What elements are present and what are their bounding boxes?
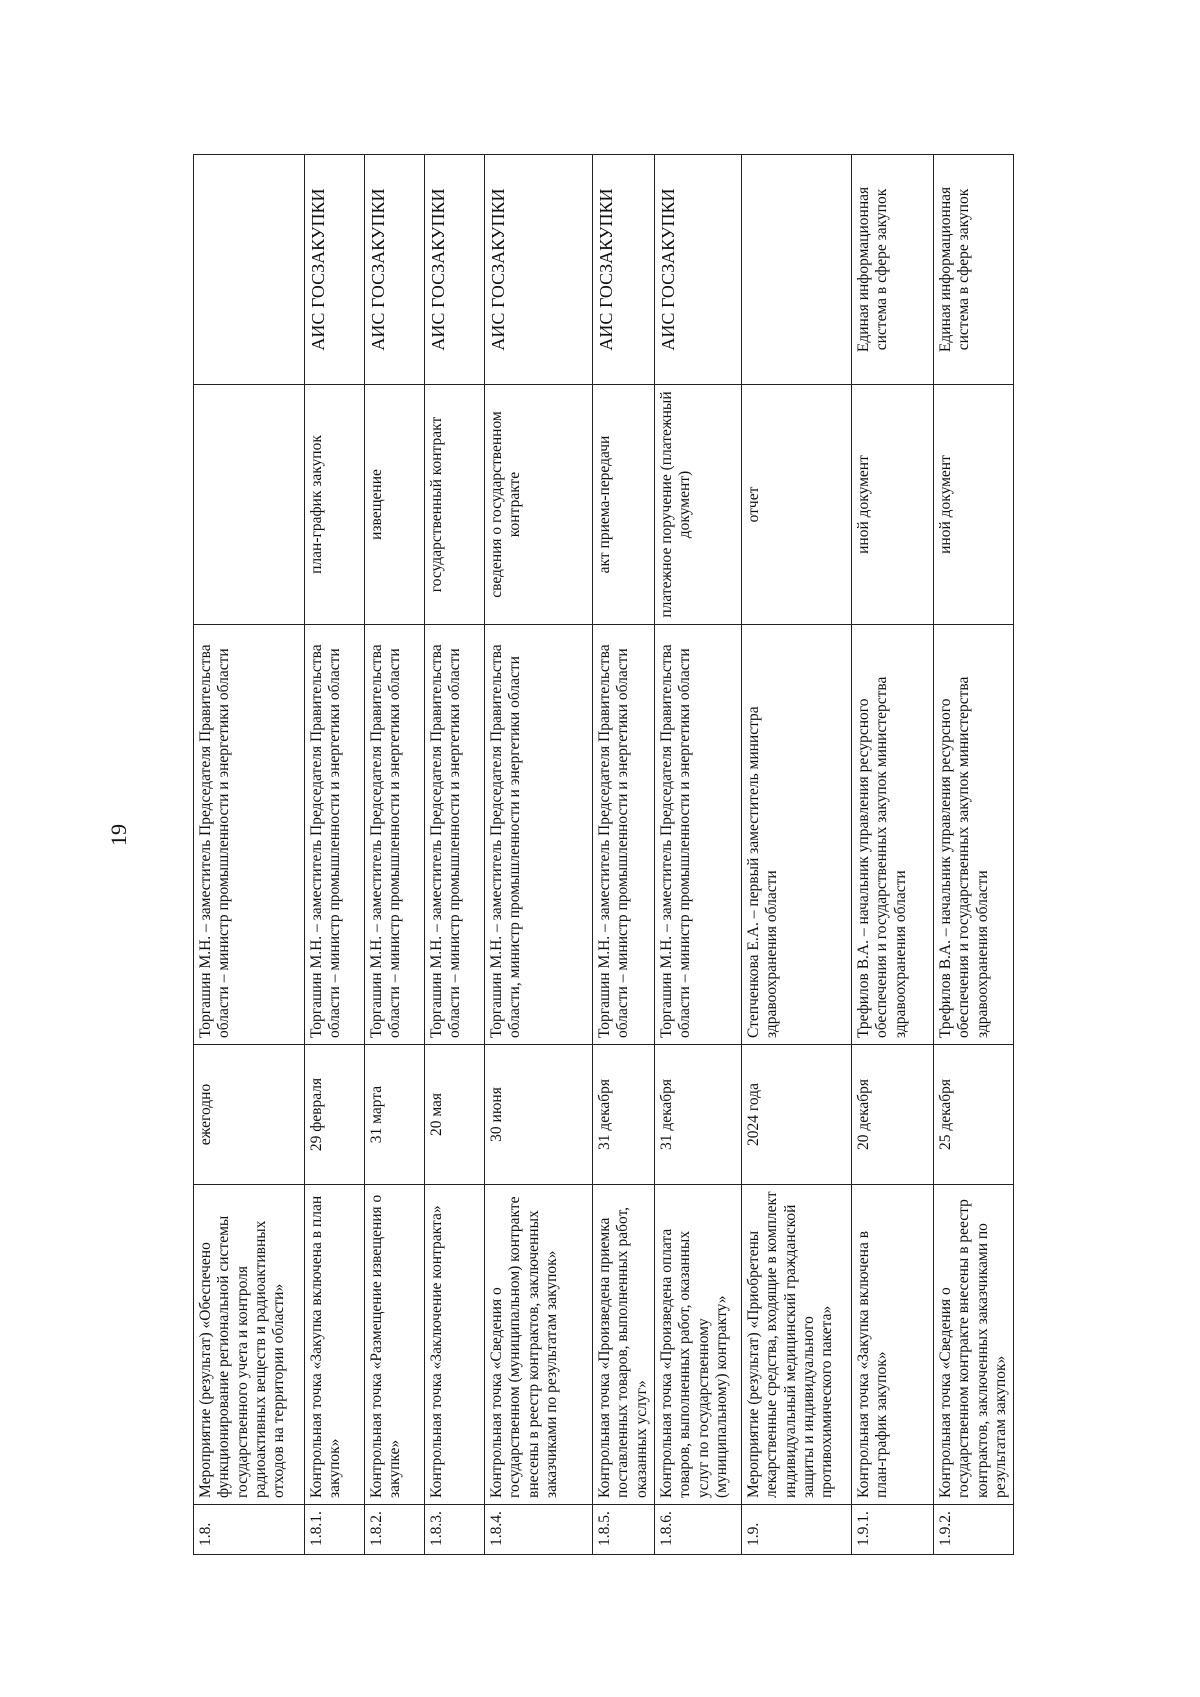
row-number: 1.8.1. [305, 1505, 365, 1555]
document-type: иной документ [934, 385, 1014, 625]
document-type: платежное поручение (платежный документ) [655, 385, 742, 625]
document-type: отчет [742, 385, 852, 625]
document-type: государственный контракт [425, 385, 485, 625]
row-number: 1.8.6. [655, 1505, 742, 1555]
deadline: 20 декабря [852, 1045, 934, 1185]
responsible-person: Торгашин М.Н. – заместитель Председателя Правительства области – министр промышленности и энергетики области [655, 625, 742, 1045]
information-system: АИС ГОСЗАКУПКИ [425, 155, 485, 385]
event-name: Мероприятие (результат) «Приобретены лекарственные средства, входящие в комплект индивидуальный медицинский гражданской защиты и индивидуального противохимического пакета» [742, 1185, 852, 1505]
deadline: ежегодно [194, 1045, 305, 1185]
page-number: 19 [106, 824, 131, 846]
responsible-person: Торгашин М.Н. – заместитель Председателя Правительства области – министр промышленности и энергетики области [305, 625, 365, 1045]
row-number: 1.8.2. [365, 1505, 425, 1555]
information-system: АИС ГОСЗАКУПКИ [655, 155, 742, 385]
row-number: 1.9. [742, 1505, 852, 1555]
row-number: 1.9.1. [852, 1505, 934, 1555]
event-name: Контрольная точка «Размещение извещения о закупке» [365, 1185, 425, 1505]
table-row [593, 155, 655, 1555]
deadline: 31 марта [365, 1045, 425, 1185]
deadline: 31 декабря [593, 1045, 655, 1185]
information-system: АИС ГОСЗАКУПКИ [485, 155, 593, 385]
table-row [485, 155, 593, 1555]
document-type: план-график закупок [305, 385, 365, 625]
table-row [305, 155, 365, 1555]
information-system: Единая информационная система в сфере закупок [934, 155, 1014, 385]
information-system: АИС ГОСЗАКУПКИ [593, 155, 655, 385]
responsible-person: Торгашин М.Н. – заместитель Председателя Правительства области, министр промышленности и энергетики области [485, 625, 593, 1045]
document-type [194, 385, 305, 625]
document-type: сведения о государственном контракте [485, 385, 593, 625]
deadline: 25 декабря [934, 1045, 1014, 1185]
table-row [852, 155, 934, 1555]
information-system: Единая информационная система в сфере закупок [852, 155, 934, 385]
event-name: Контрольная точка «Сведения о государственном контракте внесены в реестр контрактов, заключенных заказчиками по результатам закупок» [934, 1185, 1014, 1505]
information-system [194, 155, 305, 385]
event-name: Мероприятие (результат) «Обеспечено функционирование региональной системы государственного учета и контроля радиоактивных веществ и радиоактивных отходов на территории области» [194, 1185, 305, 1505]
deadline: 2024 года [742, 1045, 852, 1185]
information-system: АИС ГОСЗАКУПКИ [305, 155, 365, 385]
information-system [742, 155, 852, 385]
event-name: Контрольная точка «Закупка включена в план закупок» [305, 1185, 365, 1505]
deadline: 30 июня [485, 1045, 593, 1185]
rotated-table-container [193, 155, 1013, 1555]
table-row [742, 155, 852, 1555]
deadline: 29 февраля [305, 1045, 365, 1185]
table-row [655, 155, 742, 1555]
table-row [425, 155, 485, 1555]
row-number: 1.8.4. [485, 1505, 593, 1555]
information-system: АИС ГОСЗАКУПКИ [365, 155, 425, 385]
row-number: 1.8.3. [425, 1505, 485, 1555]
control-points-table [193, 154, 1014, 1555]
document-type: акт приема-передачи [593, 385, 655, 625]
responsible-person: Торгашин М.Н. – заместитель Председателя Правительства области – министр промышленности и энергетики области [593, 625, 655, 1045]
event-name: Контрольная точка «Закупка включена в план-график закупок» [852, 1185, 934, 1505]
row-number: 1.8. [194, 1505, 305, 1555]
responsible-person: Трефилов В.А. – начальник управления ресурсного обеспечения и государственных закупок министерства здравоохранения области [852, 625, 934, 1045]
row-number: 1.9.2. [934, 1505, 1014, 1555]
responsible-person: Торгашин М.Н. – заместитель Председателя Правительства области – министр промышленности и энергетики области [365, 625, 425, 1045]
responsible-person: Трефилов В.А. – начальник управления ресурсного обеспечения и государственных закупок министерства здравоохранения области [934, 625, 1014, 1045]
deadline: 20 мая [425, 1045, 485, 1185]
table-row [194, 155, 305, 1555]
table-row [934, 155, 1014, 1555]
event-name: Контрольная точка «Произведена приемка поставленных товаров, выполненных работ, оказанных услуг» [593, 1185, 655, 1505]
deadline: 31 декабря [655, 1045, 742, 1185]
responsible-person: Торгашин М.Н. – заместитель Председателя Правительства области – министр промышленности и энергетики области [425, 625, 485, 1045]
row-number: 1.8.5. [593, 1505, 655, 1555]
document-type: иной документ [852, 385, 934, 625]
responsible-person: Торгашин М.Н. – заместитель Председателя Правительства области – министр промышленности и энергетики области [194, 625, 305, 1045]
responsible-person: Степченкова Е.А. – первый заместитель министра здравоохранения области [742, 625, 852, 1045]
event-name: Контрольная точка «Сведения о государственном (муниципальном) контракте внесены в реестр контрактов, заключенных заказчиками по результатам закупок» [485, 1185, 593, 1505]
document-type: извещение [365, 385, 425, 625]
table-row [365, 155, 425, 1555]
event-name: Контрольная точка «Произведена оплата товаров, выполненных работ, оказанных услуг по государственному (муниципальному) контракту» [655, 1185, 742, 1505]
event-name: Контрольная точка «Заключение контракта» [425, 1185, 485, 1505]
